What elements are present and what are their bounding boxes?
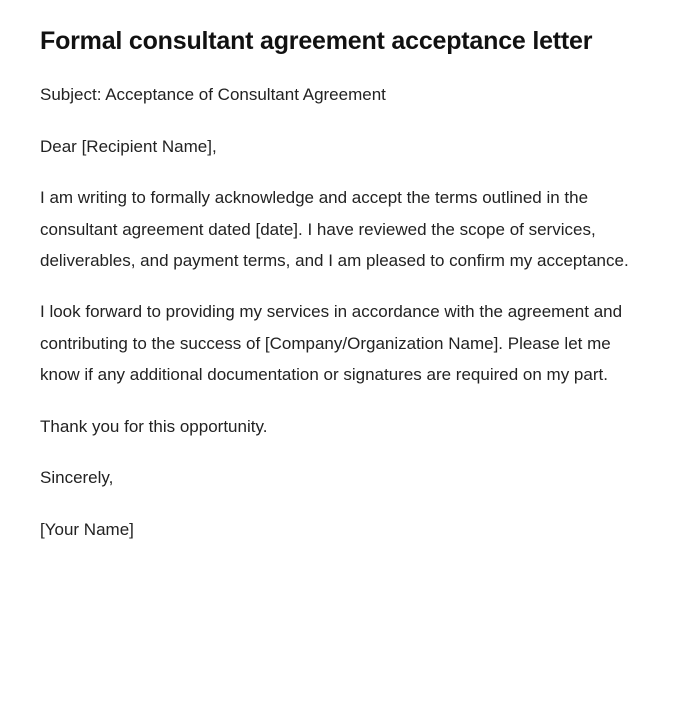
- page-title: Formal consultant agreement acceptance letter: [40, 27, 593, 55]
- subject-line: Subject: Acceptance of Consultant Agreement: [40, 85, 386, 105]
- body-paragraph-1: I am writing to formally acknowledge and accept the terms outlined in the consultant agreement dated [date]. I have reviewed the scope of services, deliverables, and payment terms, and I am pleased to confirm my acceptance.: [40, 188, 629, 270]
- salutation: Dear [Recipient Name],: [40, 136, 217, 156]
- sign-off: Sincerely,: [40, 468, 114, 488]
- signature-name: [Your Name]: [40, 519, 134, 539]
- body-paragraph-2: I look forward to providing my services in accordance with the agreement and contributing to the success of [Company/Organization Name]. Please let me know if any additional documentation or signatures are required on my part.: [40, 302, 623, 385]
- closing-thanks: Thank you for this opportunity.: [40, 416, 268, 436]
